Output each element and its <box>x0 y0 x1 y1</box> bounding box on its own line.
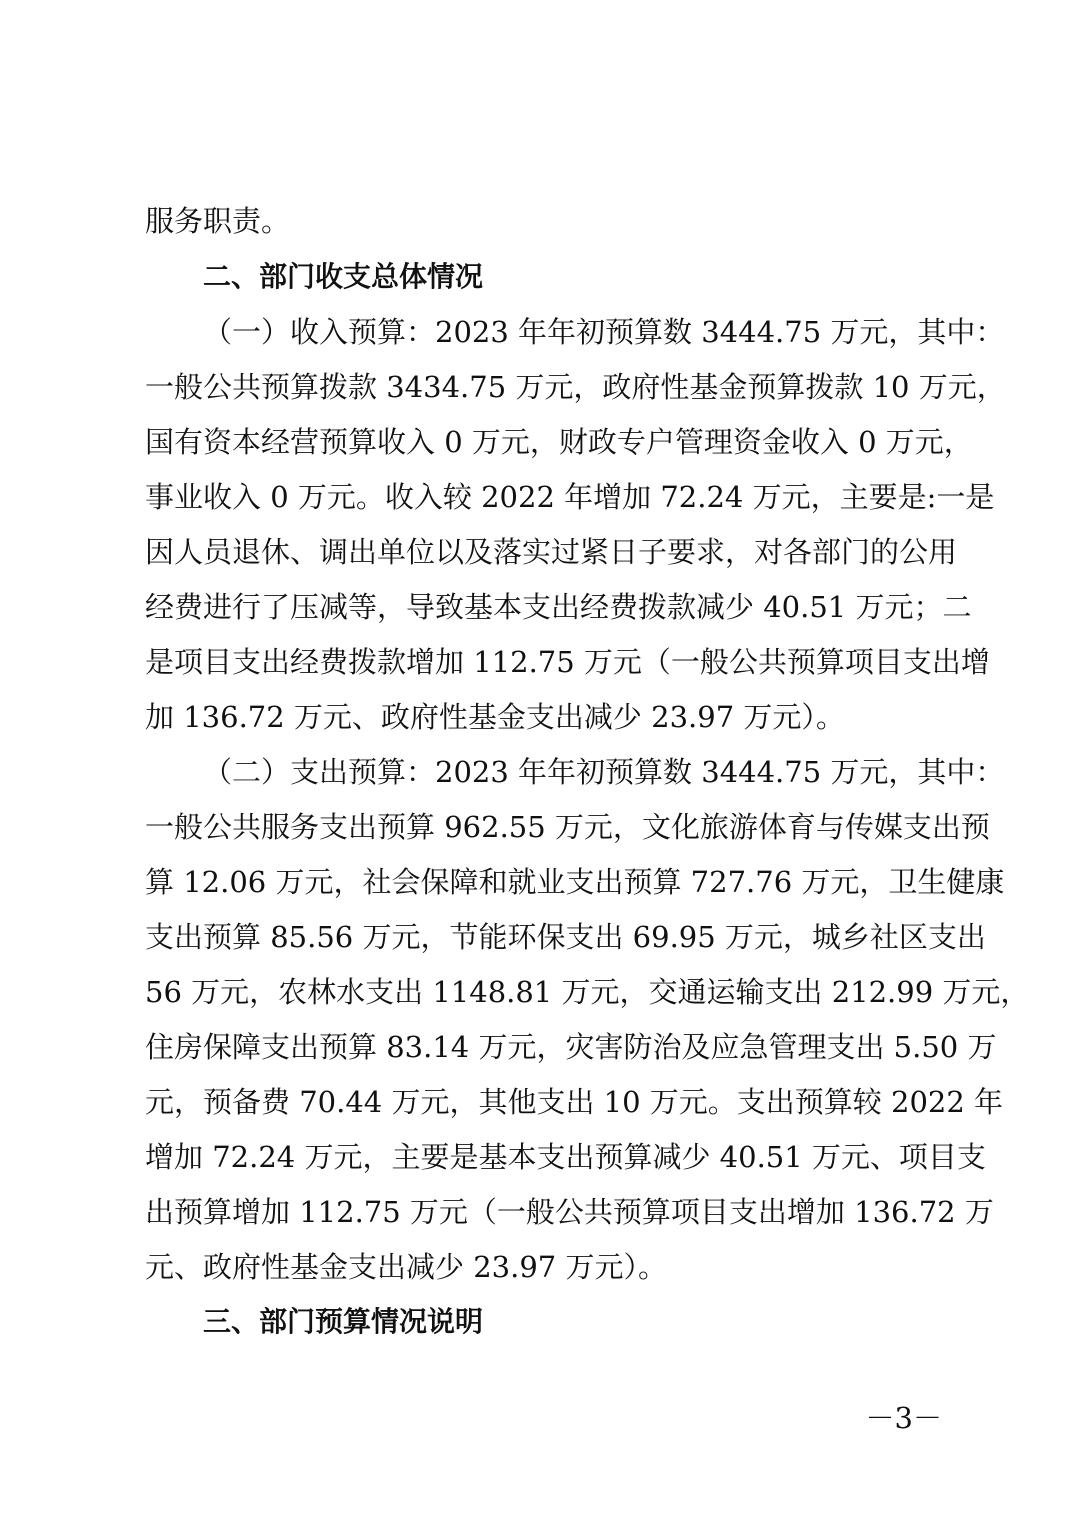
expenditure-budget-line: 元，预备费 70.44 万元，其他支出 10 万元。支出预算较 2022 年 <box>145 1085 1004 1119</box>
section-heading-overall-income-expenditure: 二、部门收支总体情况 <box>203 260 484 293</box>
expenditure-budget-line: 算 12.06 万元，社会保障和就业支出预算 727.76 万元，卫生健康 <box>145 865 1005 899</box>
income-budget-line: （一）收入预算：2023 年年初预算数 3444.75 万元，其中： <box>203 315 1005 349</box>
income-budget-line: 是项目支出经费拨款增加 112.75 万元（一般公共预算项目支出增 <box>145 645 990 679</box>
income-budget-line: 事业收入 0 万元。收入较 2022 年增加 72.24 万元，主要是:一是 <box>145 480 995 514</box>
expenditure-budget-line: 出预算增加 112.75 万元（一般公共预算项目支出增加 136.72 万 <box>145 1195 994 1229</box>
section-heading-budget-explanation: 三、部门预算情况说明 <box>203 1305 484 1338</box>
page-number: －3－ <box>865 1401 942 1435</box>
income-budget-line: 经费进行了压减等，导致基本支出经费拨款减少 40.51 万元；二 <box>145 590 972 624</box>
income-budget-line: 国有资本经营预算收入 0 万元，财政专户管理资金收入 0 万元， <box>145 425 973 459</box>
expenditure-budget-line: 一般公共服务支出预算 962.55 万元，文化旅游体育与传媒支出预 <box>145 810 990 844</box>
income-budget-line: 因人员退休、调出单位以及落实过紧日子要求，对各部门的公用 <box>145 535 958 569</box>
expenditure-budget-line: 增加 72.24 万元，主要是基本支出预算减少 40.51 万元、项目支 <box>145 1140 986 1174</box>
expenditure-budget-line: 住房保障支出预算 83.14 万元，灾害防治及应急管理支出 5.50 万 <box>145 1030 997 1064</box>
paragraph-tail-line: 服务职责。 <box>145 204 291 238</box>
expenditure-budget-line: 56 万元，农林水支出 1148.81 万元，交通运输支出 212.99 万元， <box>145 975 1030 1009</box>
expenditure-budget-line: （二）支出预算：2023 年年初预算数 3444.75 万元，其中： <box>203 755 1005 789</box>
expenditure-budget-line: 支出预算 85.56 万元，节能环保支出 69.95 万元，城乡社区支出 <box>145 920 986 954</box>
expenditure-budget-line: 元、政府性基金支出减少 23.97 万元）。 <box>145 1250 667 1284</box>
income-budget-line: 加 136.72 万元、政府性基金支出减少 23.97 万元）。 <box>145 700 845 734</box>
income-budget-line: 一般公共预算拨款 3434.75 万元，政府性基金预算拨款 10 万元， <box>145 370 1006 404</box>
